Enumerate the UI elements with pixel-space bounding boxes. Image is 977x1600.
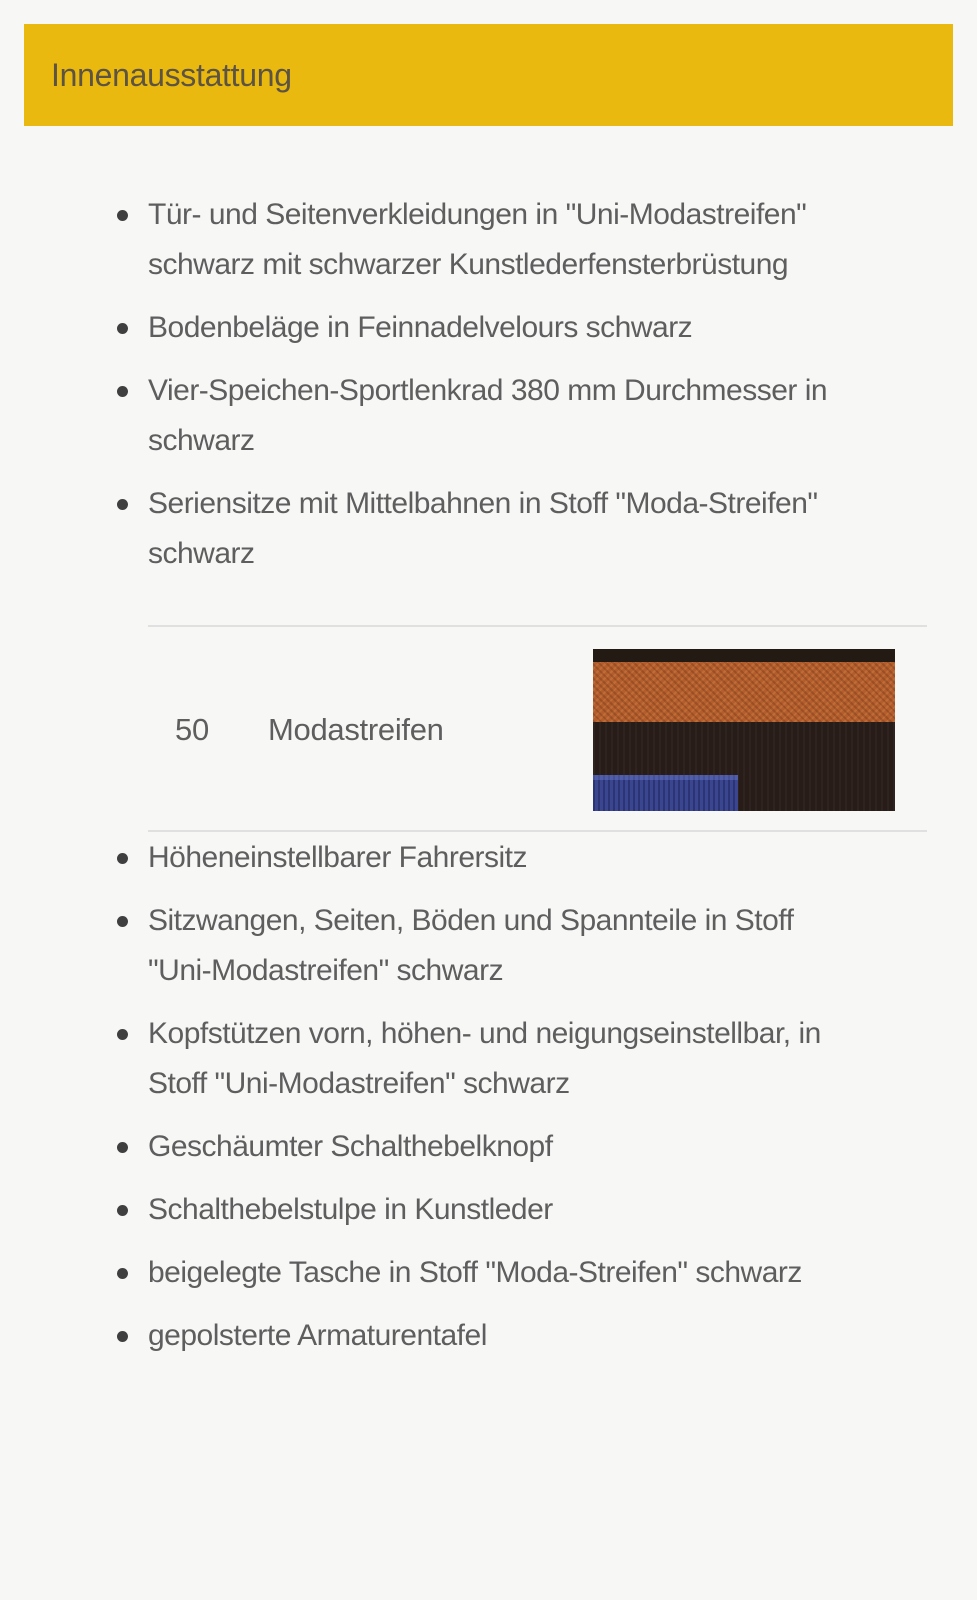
list-item bbox=[148, 833, 838, 883]
list-item-text: Vier-Speichen-Sportlenkrad 380 mm Durchmesser in schwarz bbox=[148, 374, 828, 457]
list-item bbox=[148, 366, 838, 466]
bullet-icon bbox=[117, 1205, 128, 1216]
list-item bbox=[148, 1122, 838, 1172]
list-item bbox=[148, 303, 838, 353]
list-item-text: Seriensitze mit Mittelbahnen in Stoff "Moda-Streifen" schwarz bbox=[148, 487, 818, 570]
swatch-blue-patch bbox=[593, 775, 738, 811]
swatch-orange-stripe bbox=[593, 662, 895, 722]
list-item bbox=[148, 1311, 838, 1361]
fabric-code: 50 bbox=[175, 712, 209, 747]
bullet-icon bbox=[117, 386, 128, 397]
bullet-icon bbox=[117, 853, 128, 864]
list-item-text: Geschäumter Schalthebelknopf bbox=[148, 1130, 553, 1163]
fabric-swatch-image bbox=[593, 649, 895, 811]
bullet-icon bbox=[117, 1268, 128, 1279]
equipment-list-top bbox=[148, 126, 927, 579]
list-item-text: Schalthebelstulpe in Kunstleder bbox=[148, 1193, 553, 1226]
bullet-icon bbox=[117, 210, 128, 221]
list-item bbox=[148, 896, 838, 996]
fabric-swatch-row bbox=[148, 627, 927, 830]
list-item-text: Kopfstützen vorn, höhen- und neigungseinstellbar, in Stoff "Uni-Modastreifen" schwarz bbox=[148, 1017, 821, 1100]
list-item bbox=[148, 1248, 838, 1298]
section-header bbox=[24, 24, 953, 126]
bullet-icon bbox=[117, 1029, 128, 1040]
section-content bbox=[148, 126, 927, 1361]
bullet-icon bbox=[117, 323, 128, 334]
bullet-icon bbox=[117, 1142, 128, 1153]
list-item bbox=[148, 1185, 838, 1235]
section-title: Innenausstattung bbox=[51, 56, 292, 93]
swatch-dark-area bbox=[593, 722, 895, 811]
list-item-text: beigelegte Tasche in Stoff "Moda-Streifen" schwarz bbox=[148, 1256, 802, 1289]
list-item-text: Sitzwangen, Seiten, Böden und Spannteile in Stoff "Uni-Modastreifen" schwarz bbox=[148, 904, 794, 987]
list-item-text: Tür- und Seitenverkleidungen in "Uni-Modastreifen" schwarz mit schwarzer Kunstlederfensterbrüstung bbox=[148, 198, 807, 281]
list-item bbox=[148, 479, 838, 579]
list-item-text: gepolsterte Armaturentafel bbox=[148, 1319, 487, 1352]
list-item bbox=[148, 190, 838, 290]
list-item-text: Bodenbeläge in Feinnadelvelours schwarz bbox=[148, 311, 693, 344]
list-item-text: Höheneinstellbarer Fahrersitz bbox=[148, 841, 528, 874]
swatch-top-band bbox=[593, 649, 895, 662]
fabric-name: Modastreifen bbox=[268, 712, 444, 747]
bullet-icon bbox=[117, 1331, 128, 1342]
bullet-icon bbox=[117, 916, 128, 927]
list-item bbox=[148, 1009, 838, 1109]
equipment-list-bottom bbox=[148, 832, 927, 1361]
bullet-icon bbox=[117, 499, 128, 510]
